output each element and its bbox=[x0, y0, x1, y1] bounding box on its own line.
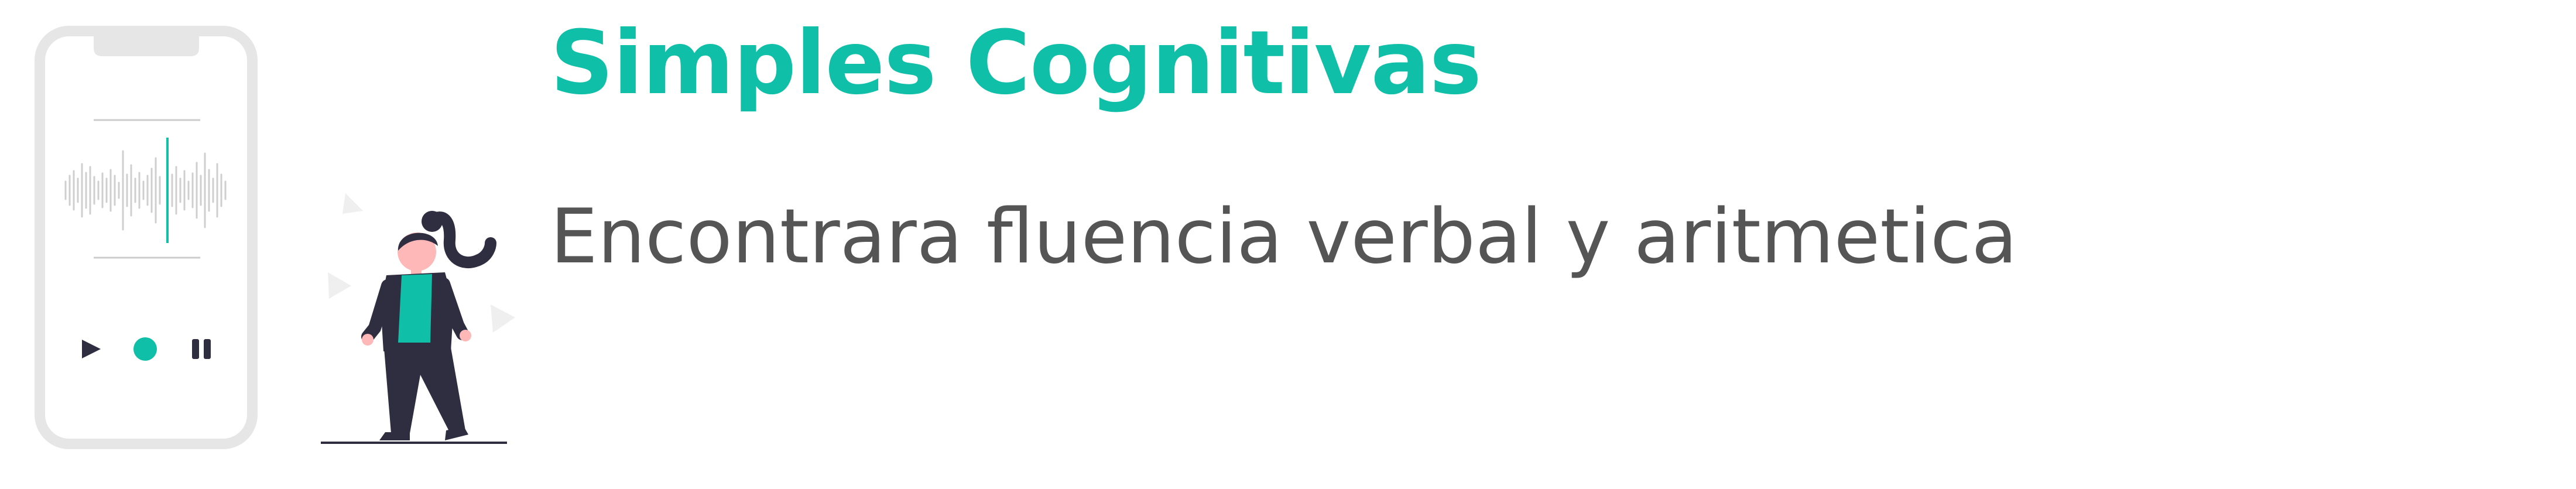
page-subtitle: Encontrara fluencia verbal y aritmetica bbox=[550, 193, 2017, 281]
page-title: Simples Cognitivas bbox=[550, 12, 1481, 114]
record-dot-icon[interactable] bbox=[133, 337, 157, 361]
phone-mockup bbox=[40, 31, 258, 444]
audio-illustration bbox=[0, 0, 527, 489]
person-illustration bbox=[362, 211, 491, 440]
